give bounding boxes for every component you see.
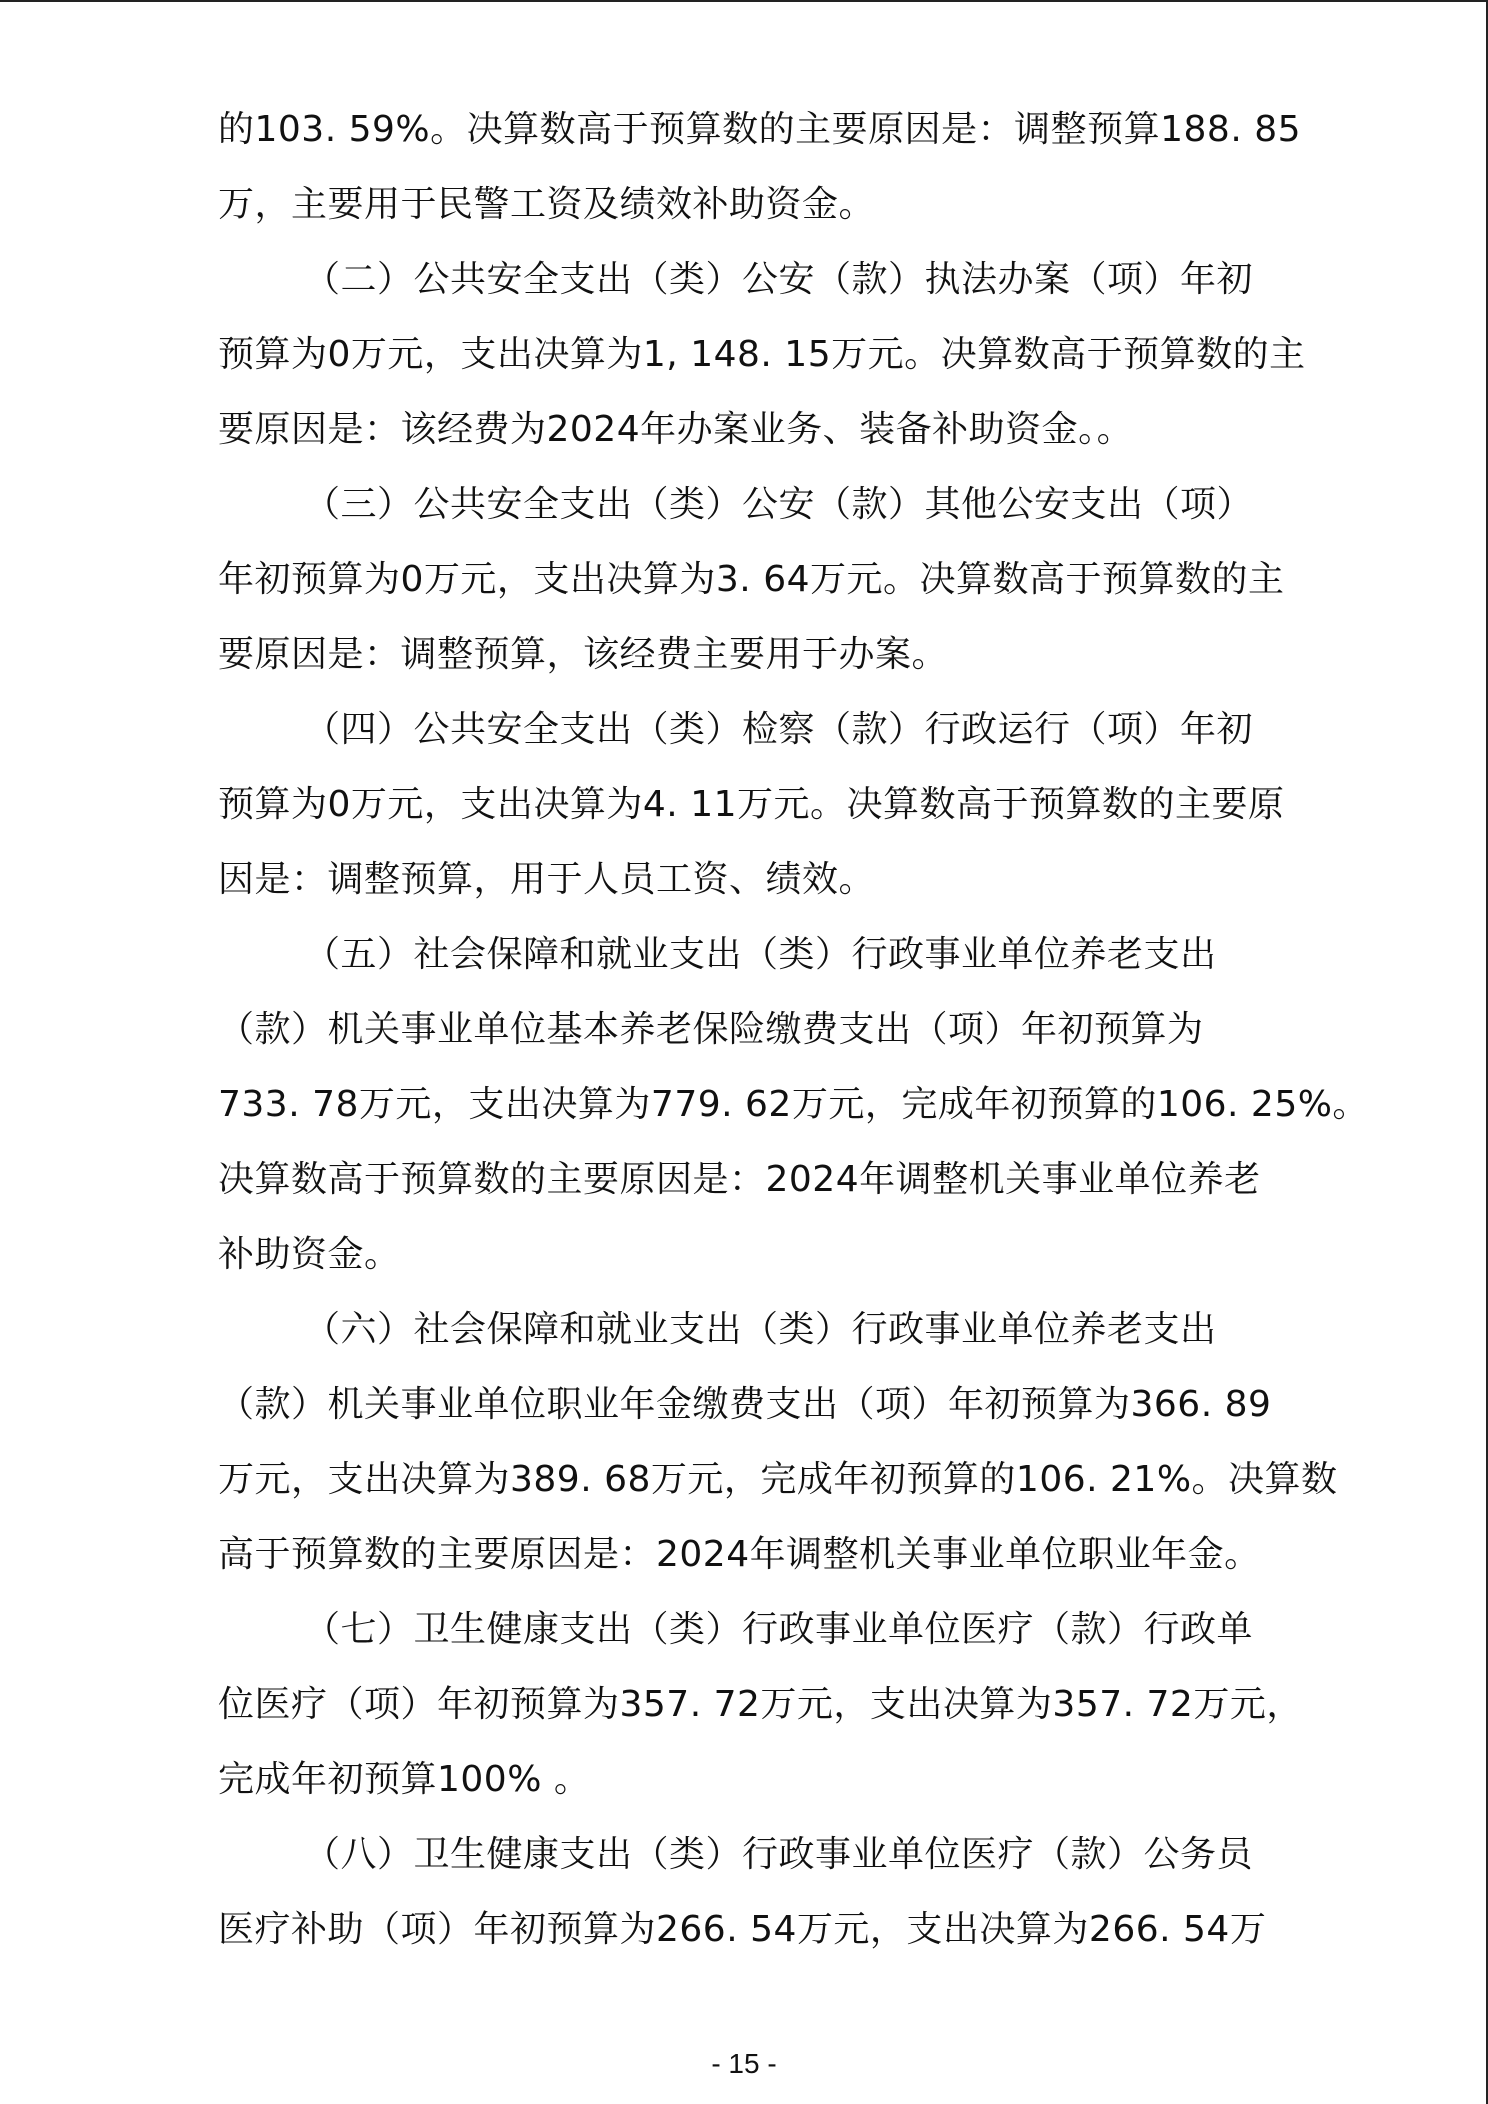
text-line: 完成年初预算100% 。 (218, 1759, 591, 1800)
text-line: 要原因是：该经费为2024年办案业务、装备补助资金。。 (218, 409, 1134, 450)
text-line: 决算数高于预算数的主要原因是：2024年调整机关事业单位养老 (218, 1159, 1261, 1200)
text-line: 万元，支出决算为389. 68万元，完成年初预算的106. 21%。决算数 (218, 1459, 1338, 1500)
text-line: 位医疗（项）年初预算为357. 72万元，支出决算为357. 72万元， (218, 1684, 1303, 1725)
text-line: 预算为0万元，支出决算为1, 148. 15万元。决算数高于预算数的主 (218, 334, 1306, 375)
text-line: （款）机关事业单位基本养老保险缴费支出（项）年初预算为 (218, 1009, 1204, 1050)
paragraph-start-line: （三）公共安全支出（类）公安（款）其他公安支出（项） (304, 484, 1254, 525)
text-line: 因是：调整预算，用于人员工资、绩效。 (218, 859, 876, 900)
text-line: 要原因是：调整预算，该经费主要用于办案。 (218, 634, 949, 675)
text-line: 733. 78万元，支出决算为779. 62万元，完成年初预算的106. 25%。 (218, 1084, 1369, 1125)
text-line: 补助资金。 (218, 1234, 401, 1275)
paragraph-start-line: （八）卫生健康支出（类）行政事业单位医疗（款）公务员 (304, 1834, 1254, 1875)
paragraph-start-line: （七）卫生健康支出（类）行政事业单位医疗（款）行政单 (304, 1609, 1254, 1650)
text-line: （款）机关事业单位职业年金缴费支出（项）年初预算为366. 89 (218, 1384, 1272, 1425)
paragraph-start-line: （五）社会保障和就业支出（类）行政事业单位养老支出 (304, 934, 1217, 975)
paragraph-start-line: （二）公共安全支出（类）公安（款）执法办案（项）年初 (304, 259, 1254, 300)
page-number: - 15 - (711, 2048, 777, 2079)
text-line: 医疗补助（项）年初预算为266. 54万元，支出决算为266. 54万 (218, 1909, 1267, 1950)
paragraph-start-line: （六）社会保障和就业支出（类）行政事业单位养老支出 (304, 1309, 1217, 1350)
document-body (218, 92, 1369, 1967)
text-line: 的103. 59%。决算数高于预算数的主要原因是：调整预算188. 85 (218, 109, 1302, 150)
text-line: 预算为0万元，支出决算为4. 11万元。决算数高于预算数的主要原 (218, 784, 1285, 825)
text-line: 高于预算数的主要原因是：2024年调整机关事业单位职业年金。 (218, 1534, 1261, 1575)
paragraph-start-line: （四）公共安全支出（类）检察（款）行政运行（项）年初 (304, 709, 1254, 750)
text-line: 年初预算为0万元，支出决算为3. 64万元。决算数高于预算数的主 (218, 559, 1285, 600)
text-line: 万，主要用于民警工资及绩效补助资金。 (218, 184, 876, 225)
